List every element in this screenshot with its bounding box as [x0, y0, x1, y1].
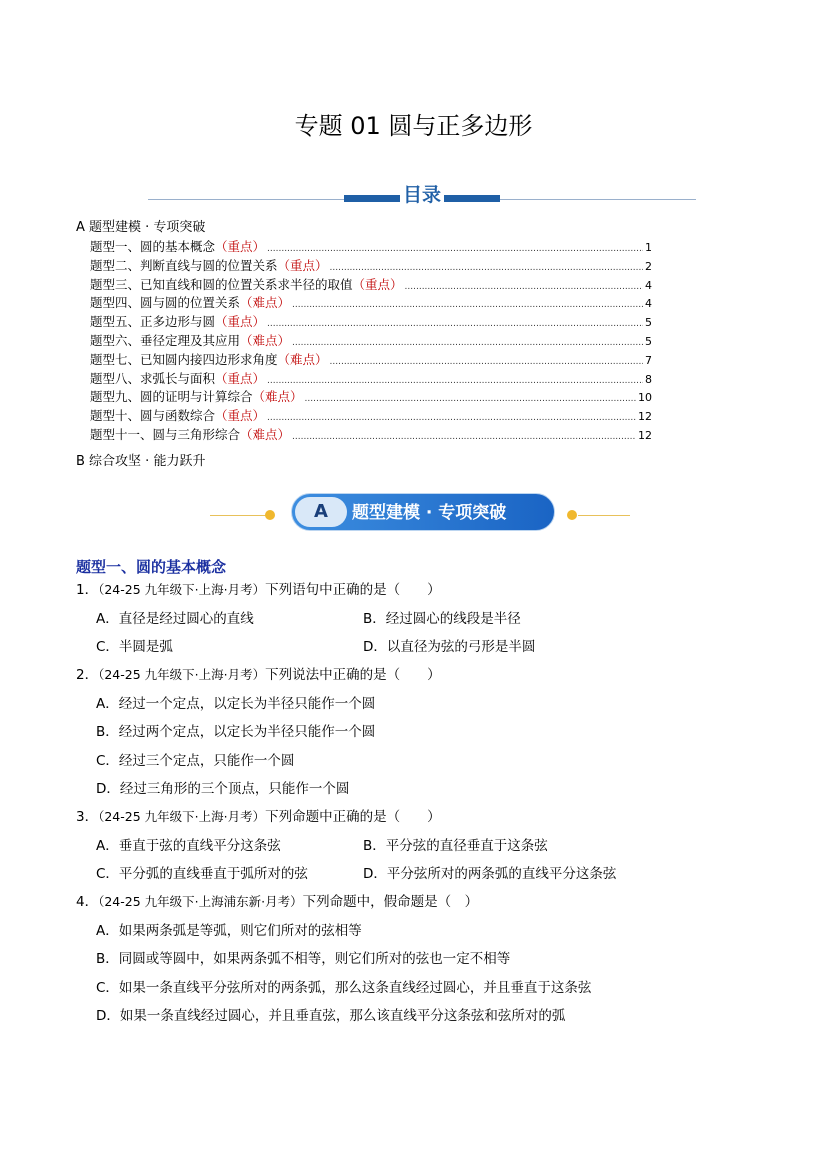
option-c[interactable]: C．经过三个定点，只能作一个圆	[96, 753, 295, 769]
page-title: 专题 01 圆与正多边形	[294, 112, 533, 140]
question-stem: 下列命题中，假命题是（ ）	[302, 894, 479, 910]
toc-item-label: 题型十一、圆与三角形综合	[90, 426, 241, 442]
toc-item-page: 5	[645, 334, 652, 348]
section-banner	[210, 493, 630, 533]
option-b[interactable]: B．平分弦的直径垂直于这条弦	[363, 838, 548, 854]
question-stem: 下列命题中正确的是（ ）	[265, 809, 441, 825]
option-d[interactable]: D．平分弦所对的两条弧的直线平分这条弦	[363, 866, 617, 882]
question-source: （24-25 九年级下·上海·月考）	[98, 667, 266, 682]
toc-header	[148, 180, 696, 210]
question-number: 2．	[76, 667, 99, 683]
toc-section-a[interactable]: A 题型建模 · 专项突破	[76, 220, 206, 235]
option-d[interactable]: D．如果一条直线经过圆心，并且垂直弦，那么该直线平分这条弦和弦所对的弧	[96, 1008, 566, 1024]
toc-divider-right	[500, 199, 696, 200]
toc-bar-right	[444, 195, 500, 202]
toc-list	[90, 238, 652, 445]
toc-item-label: 题型五、正多边形与圆	[90, 314, 216, 330]
toc-item-label: 题型二、判断直线与圆的位置关系	[90, 257, 278, 273]
option-c[interactable]: C．如果一条直线平分弦所对的两条弧，那么这条直线经过圆心，并且垂直于这条弦	[96, 980, 592, 996]
toc-item[interactable]	[90, 332, 652, 351]
banner-line-right	[578, 515, 630, 516]
question-source: （24-25 九年级下·上海浦东新·月考）	[98, 894, 303, 909]
toc-item-page: 12	[638, 410, 652, 424]
toc-item-tag: （重点）	[215, 239, 266, 254]
toc-item-label: 题型十、圆与函数综合	[90, 408, 216, 424]
toc-divider-left	[148, 199, 344, 200]
toc-item-page: 7	[645, 353, 652, 367]
option-b[interactable]: B．经过两个定点，以定长为半径只能作一个圆	[96, 724, 376, 740]
toc-item-label: 题型八、求弧长与面积	[90, 370, 216, 386]
toc-item-tag: （重点）	[215, 370, 266, 386]
toc-item-label: 题型七、已知圆内接四边形求角度	[90, 351, 278, 367]
toc-item[interactable]	[90, 294, 652, 313]
toc-item-label: 题型六、垂径定理及其应用	[90, 332, 241, 348]
toc-section-b[interactable]: B 综合攻坚 · 能力跃升	[76, 454, 206, 469]
question-number: 4．	[76, 894, 99, 910]
toc-item-page: 2	[645, 259, 652, 273]
toc-item-tag: （难点）	[240, 295, 291, 311]
section-title: 题型一、圆的基本概念	[76, 558, 227, 576]
toc-item[interactable]	[90, 407, 652, 426]
question-source: （24-25 九年级下·上海·月考）	[98, 582, 266, 597]
toc-item-tag: （难点）	[240, 426, 291, 442]
toc-item-tag: （重点）	[277, 257, 328, 273]
option-d[interactable]: D．以直径为弦的弓形是半圆	[363, 639, 536, 655]
toc-item-tag: （难点）	[240, 332, 291, 348]
toc-item-label: 题型一、圆的基本概念	[90, 239, 216, 254]
question-3	[76, 805, 441, 825]
question-4	[76, 890, 478, 910]
option-c[interactable]: C．平分弧的直线垂直于弧所对的弦	[96, 866, 308, 882]
option-a[interactable]: A．如果两条弧是等弧，则它们所对的弦相等	[96, 923, 362, 939]
toc-item-tag: （重点）	[215, 314, 266, 330]
toc-item[interactable]	[90, 238, 652, 257]
question-stem: 下列说法中正确的是（ ）	[265, 667, 441, 683]
option-b[interactable]: B．经过圆心的线段是半径	[363, 611, 521, 627]
toc-item-tag: （难点）	[277, 351, 328, 367]
toc-bar-left	[344, 195, 400, 202]
toc-item[interactable]	[90, 370, 652, 389]
question-2	[76, 663, 441, 683]
toc-item-label: 题型九、圆的证明与计算综合	[90, 389, 253, 405]
banner-text: 题型建模 · 专项突破	[352, 503, 507, 523]
toc-item-tag: （重点）	[352, 276, 403, 292]
toc-item[interactable]	[90, 276, 652, 295]
toc-item[interactable]	[90, 426, 652, 445]
question-source: （24-25 九年级下·上海·月考）	[98, 809, 266, 824]
toc-item-page: 4	[645, 278, 652, 292]
toc-item-label: 题型三、已知直线和圆的位置关系求半径的取值	[90, 276, 353, 292]
toc-item[interactable]	[90, 313, 652, 332]
banner-dot-right	[567, 510, 577, 520]
option-a[interactable]: A．经过一个定点，以定长为半径只能作一个圆	[96, 696, 376, 712]
question-stem: 下列语句中正确的是（ ）	[265, 582, 441, 598]
banner-pill	[291, 493, 555, 531]
option-b[interactable]: B．同圆或等圆中，如果两条弧不相等，则它们所对的弦也一定不相等	[96, 951, 511, 967]
banner-letter: A	[295, 497, 347, 527]
toc-item[interactable]	[90, 388, 652, 407]
question-number: 3．	[76, 809, 99, 825]
option-a[interactable]: A．直径是经过圆心的直线	[96, 611, 254, 627]
toc-item-page: 10	[638, 391, 652, 405]
toc-heading: 目录	[402, 184, 441, 206]
option-d[interactable]: D．经过三角形的三个顶点，只能作一个圆	[96, 781, 350, 797]
question-1	[76, 578, 441, 598]
banner-dot-left	[265, 510, 275, 520]
option-a[interactable]: A．垂直于弦的直线平分这条弦	[96, 838, 281, 854]
toc-item-page: 12	[638, 428, 652, 442]
option-c[interactable]: C．半圆是弧	[96, 639, 173, 655]
toc-item-page: 4	[645, 297, 652, 311]
toc-item-tag: （重点）	[215, 408, 266, 424]
toc-leader-dots	[292, 428, 636, 447]
toc-item-page: 8	[645, 372, 652, 386]
toc-item-label: 题型四、圆与圆的位置关系	[90, 295, 241, 311]
banner-line-left	[210, 515, 268, 516]
question-number: 1．	[76, 582, 99, 598]
toc-item[interactable]	[90, 351, 652, 370]
toc-item-tag: （难点）	[252, 389, 303, 405]
toc-item-page: 5	[645, 316, 652, 330]
toc-item-page: 1	[645, 241, 652, 254]
toc-item[interactable]	[90, 257, 652, 276]
